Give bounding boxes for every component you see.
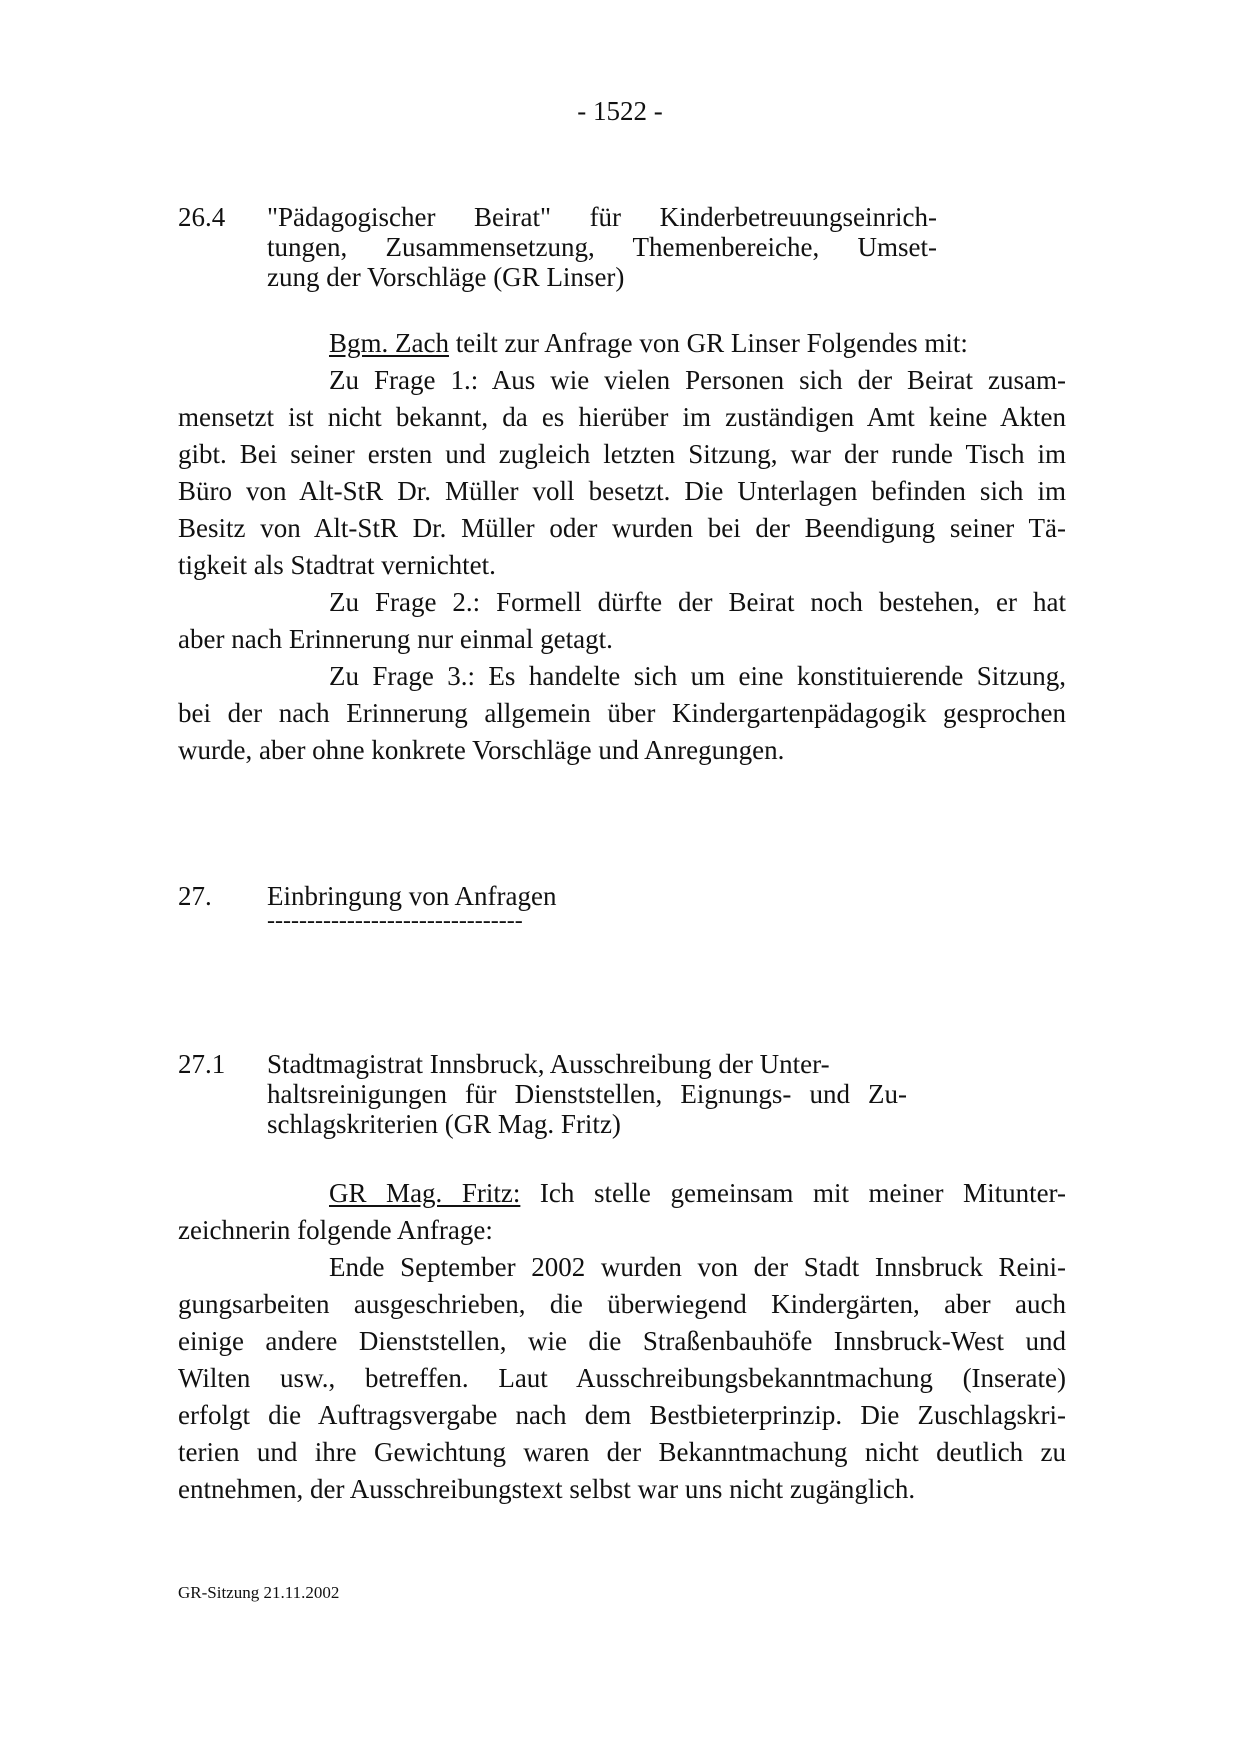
title-line: schlagskriterien (GR Mag. Fritz) xyxy=(267,1109,621,1139)
section-title xyxy=(267,202,937,292)
page-number: - 1522 - xyxy=(577,96,663,126)
paragraph-line: terien und ihre Gewichtung waren der Bekanntmachung nicht deutlich zu xyxy=(178,1437,1066,1467)
speaker-name: Bgm. Zach xyxy=(329,328,449,358)
title-line: "Pädagogischer Beirat" für Kinderbetreuungseinrich- xyxy=(267,202,937,232)
section-title xyxy=(267,1049,907,1139)
paragraph-line: gibt. Bei seiner ersten und zugleich letzten Sitzung, war der runde Tisch im xyxy=(178,439,1066,469)
section-26-4-body xyxy=(178,325,1066,769)
title-line: Stadtmagistrat Innsbruck, Ausschreibung der Unter- xyxy=(267,1049,830,1079)
paragraph-line: gungsarbeiten ausgeschrieben, die überwiegend Kindergärten, aber auch xyxy=(178,1289,1066,1319)
title-line: haltsreinigungen für Dienststellen, Eignungs- und Zu- xyxy=(267,1079,907,1109)
paragraph-line: erfolgt die Auftragsvergabe nach dem Bestbieterprinzip. Die Zuschlagskri- xyxy=(178,1400,1066,1430)
title-line: Einbringung von Anfragen xyxy=(267,881,557,911)
paragraph-line: Besitz von Alt-StR Dr. Müller oder wurden bei der Beendigung seiner Tä- xyxy=(178,513,1066,543)
intro-text: Ich stelle gemeinsam mit meiner Mitunter- xyxy=(520,1178,1066,1208)
paragraph-line: Ende September 2002 wurden von der Stadt Innsbruck Reini- xyxy=(329,1252,1066,1282)
paragraph-line: wurde, aber ohne konkrete Vorschläge und Anregungen. xyxy=(178,735,785,765)
paragraph-line: aber nach Erinnerung nur einmal getagt. xyxy=(178,624,613,654)
speaker-name: GR Mag. Fritz: xyxy=(329,1178,521,1208)
title-underline: -------------------------------- xyxy=(267,908,523,934)
title-line: zung der Vorschläge (GR Linser) xyxy=(267,262,625,292)
paragraph-line: Büro von Alt-StR Dr. Müller voll besetzt. Die Unterlagen befinden sich im xyxy=(178,476,1066,506)
paragraph-line: Zu Frage 3.: Es handelte sich um eine konstituierende Sitzung, xyxy=(329,661,1066,691)
paragraph-line: bei der nach Erinnerung allgemein über Kindergartenpädagogik gesprochen xyxy=(178,698,1066,728)
section-title xyxy=(267,881,937,934)
paragraph-line: zeichnerin folgende Anfrage: xyxy=(178,1215,493,1245)
paragraph-line: tigkeit als Stadtrat vernichtet. xyxy=(178,550,496,580)
intro-text: teilt zur Anfrage von GR Linser Folgendes mit: xyxy=(448,328,968,358)
paragraph-line: einige andere Dienststellen, wie die Straßenbauhöfe Innsbruck-West und xyxy=(178,1326,1066,1356)
paragraph-line: mensetzt ist nicht bekannt, da es hierüber im zuständigen Amt keine Akten xyxy=(178,402,1066,432)
paragraph-line: Zu Frage 1.: Aus wie vielen Personen sich der Beirat zusam- xyxy=(329,365,1066,395)
section-27-1-body xyxy=(178,1175,1066,1508)
paragraph-line: Zu Frage 2.: Formell dürfte der Beirat noch bestehen, er hat xyxy=(329,587,1066,617)
page-footer: GR-Sitzung 21.11.2002 xyxy=(178,1583,340,1602)
intro-line xyxy=(178,325,1066,362)
section-number: 27.1 xyxy=(178,1049,226,1079)
paragraph-line: Wilten usw., betreffen. Laut Ausschreibungsbekanntmachung (Inserate) xyxy=(178,1363,1066,1393)
section-number: 26.4 xyxy=(178,202,226,232)
paragraph-line: entnehmen, der Ausschreibungstext selbst war uns nicht zugänglich. xyxy=(178,1474,916,1504)
section-number: 27. xyxy=(178,881,212,911)
intro-line xyxy=(178,1175,1066,1212)
title-line: tungen, Zusammensetzung, Themenbereiche, Umset- xyxy=(267,232,937,262)
